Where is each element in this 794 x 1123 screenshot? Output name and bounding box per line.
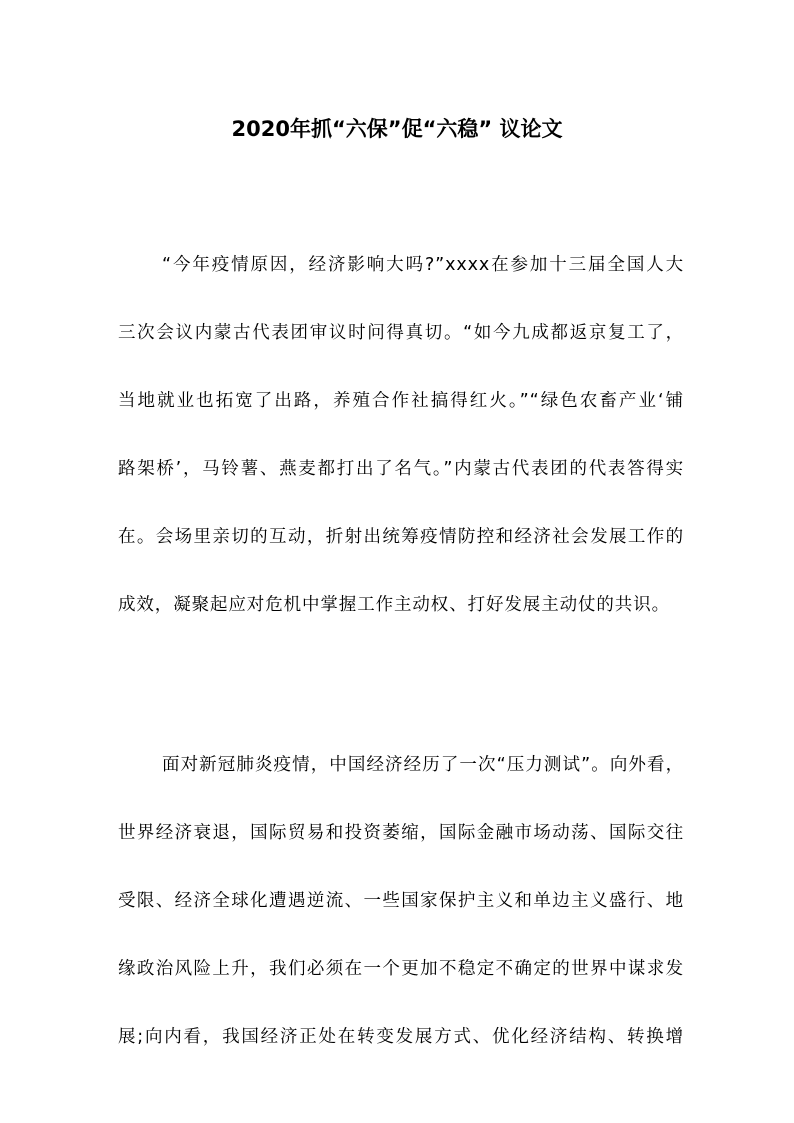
paragraph-2 bbox=[118, 750, 684, 1090]
paragraph-line: 受限、经济全球化遭遇逆流、一些国家保护主义和单边主义盛行、地 bbox=[118, 891, 684, 911]
paragraph-1 bbox=[118, 250, 684, 658]
paragraph-line: 世界经济衰退，国际贸易和投资萎缩，国际金融市场动荡、国际交往 bbox=[118, 823, 684, 843]
paragraph-line: 在。会场里亲切的互动，折射出统筹疫情防控和经济社会发展工作的 bbox=[118, 527, 684, 547]
paragraph-line: 缘政治风险上升，我们必须在一个更加不稳定不确定的世界中谋求发 bbox=[118, 959, 684, 979]
paragraph-line: 当地就业也拓宽了出路，养殖合作社搞得红火。”“绿色农畜产业‘铺 bbox=[118, 391, 684, 411]
document-title: 2020年抓“六保”促“六稳” 议论文 bbox=[231, 117, 563, 141]
paragraph-line: 路架桥’，马铃薯、燕麦都打出了名气。”内蒙古代表团的代表答得实 bbox=[118, 459, 684, 479]
paragraph-line: 展;向内看，我国经济正处在转变发展方式、优化经济结构、转换增 bbox=[118, 1027, 684, 1047]
paragraph-line: “今年疫情原因，经济影响大吗?”xxxx在参加十三届全国人大 bbox=[162, 255, 684, 275]
paragraph-line: 面对新冠肺炎疫情，中国经济经历了一次“压力测试”。向外看， bbox=[162, 755, 684, 775]
paragraph-line: 三次会议内蒙古代表团审议时问得真切。“如今九成都返京复工了， bbox=[118, 323, 684, 343]
paragraph-line: 成效，凝聚起应对危机中掌握工作主动权、打好发展主动仗的共识。 bbox=[118, 595, 670, 615]
